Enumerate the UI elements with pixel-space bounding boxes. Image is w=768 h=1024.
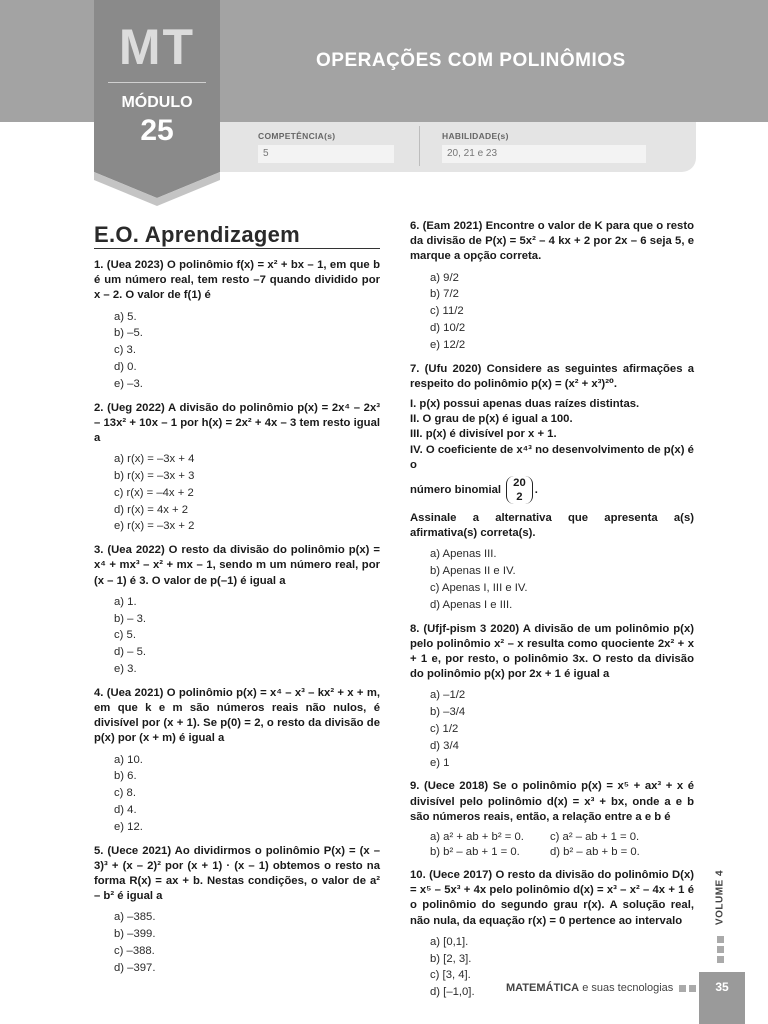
option-b[interactable]: b) r(x) = –3x + 3 xyxy=(114,470,195,482)
option-c[interactable]: c) [3, 4]. xyxy=(430,969,471,982)
question-2 xyxy=(94,401,380,536)
subject-name: MATEMÁTICA xyxy=(506,982,580,994)
options-grid xyxy=(410,830,694,860)
left-column xyxy=(94,258,380,985)
option-c[interactable]: c) Apenas I, III e IV. xyxy=(430,582,528,595)
habilidade-value: 20, 21 e 23 xyxy=(442,145,646,163)
option-a[interactable]: a) 1. xyxy=(114,595,137,608)
habilidade-label: HABILIDADE(s) xyxy=(442,131,509,141)
page-number: 35 xyxy=(715,980,729,994)
page-title: OPERAÇÕES COM POLINÔMIOS xyxy=(316,50,626,71)
volume-label: VOLUME 4 xyxy=(714,869,726,926)
option-c[interactable]: c) 5. xyxy=(114,629,136,642)
option-c[interactable]: c) 11/2 xyxy=(430,305,464,318)
option-a[interactable]: a) r(x) = –3x + 4 xyxy=(114,453,195,466)
option-a[interactable]: a) –1/2 xyxy=(430,689,466,702)
statement-4-cont xyxy=(410,473,694,507)
option-a[interactable]: a) 9/2 xyxy=(430,271,459,284)
module-number: 25 xyxy=(140,114,174,147)
option-d[interactable]: d) –397. xyxy=(114,961,156,974)
square-icon xyxy=(689,985,696,992)
square-icon xyxy=(679,985,686,992)
option-e[interactable]: e) 12. xyxy=(114,820,143,833)
option-b[interactable]: b) [2, 3]. xyxy=(430,952,472,965)
binomial-bottom: 2 xyxy=(516,491,523,504)
options-list xyxy=(94,309,380,393)
option-b[interactable]: b) 7/2 xyxy=(430,288,459,301)
section-title: E.O. Aprendizagem xyxy=(94,222,300,247)
subject-code: MT xyxy=(118,19,196,75)
option-e[interactable]: e) r(x) = –3x + 2 xyxy=(114,520,195,533)
statement-2: II. O grau de p(x) é igual a 100. xyxy=(410,413,573,426)
option-d[interactable]: d) 4. xyxy=(114,803,137,816)
options-list xyxy=(94,752,380,836)
option-c[interactable]: c) r(x) = –4x + 2 xyxy=(114,486,194,499)
square-icon xyxy=(717,956,724,963)
right-column xyxy=(410,219,694,1009)
option-a[interactable]: a) Apenas III. xyxy=(430,548,497,561)
module-tag xyxy=(94,0,220,206)
option-c[interactable]: c) 1/2 xyxy=(430,723,459,736)
option-b[interactable]: b) –5. xyxy=(114,327,143,340)
footer-subject xyxy=(506,982,706,994)
options-list xyxy=(94,451,380,535)
square-icon xyxy=(717,946,724,953)
option-d[interactable]: d) b² – ab + b = 0. xyxy=(550,846,640,859)
question-stem: 10. (Uece 2017) O resto da divisão do polinômio D(x) = x⁵ – 5x³ + 4x pelo polinômio d(x) = x³ – x² – 4x + 1 é o polinômio do segundo grau r(x). A solução real, não nula, da equação r(x) = 0 pertence ao intervalo xyxy=(410,869,694,927)
question-prompt: Assinale a alternativa que apresenta a(s) afirmativa(s) correta(s). xyxy=(410,512,694,540)
options-list xyxy=(94,594,380,678)
option-c[interactable]: c) a² – ab + 1 = 0. xyxy=(550,831,640,844)
question-stem: 6. (Eam 2021) Encontre o valor de K para que o resto da divisão de P(x) = 5x² – 4 kx + 2 por 2x – 6 seja 5, e marque a opção correta. xyxy=(410,220,694,263)
question-stem: 1. (Uea 2023) O polinômio f(x) = x² + bx – 1, em que b é um número real, tem resto –7 quando dividido por x – 2. O valor de f(1) é xyxy=(94,259,380,302)
option-d[interactable]: d) [–1,0]. xyxy=(430,986,475,999)
competencia-value: 5 xyxy=(258,145,394,163)
header-divider xyxy=(419,126,420,166)
options-list xyxy=(410,687,694,771)
option-a[interactable]: a) 10. xyxy=(114,753,143,766)
binomial-top: 20 xyxy=(513,477,526,490)
binomial-prefix: número binomial xyxy=(410,484,502,496)
option-a[interactable]: a) 5. xyxy=(114,310,137,323)
section-rule xyxy=(94,248,380,249)
options-list xyxy=(410,270,694,354)
option-b[interactable]: b) 6. xyxy=(114,770,137,783)
question-stem: 4. (Uea 2021) O polinômio p(x) = x⁴ – x³ – kx² + x + m, em que k e m são números reais não nulos, é divisível por (x + 1). Se p(0) = 2, o resto da divisão de p(x) por (x + m) é igual a xyxy=(94,686,380,745)
option-e[interactable]: e) 3. xyxy=(114,662,137,675)
option-c[interactable]: c) –388. xyxy=(114,944,155,957)
option-e[interactable]: e) 1 xyxy=(430,756,450,769)
option-e[interactable]: e) –3. xyxy=(114,377,143,390)
option-d[interactable]: d) 10/2 xyxy=(430,322,466,334)
option-d[interactable]: d) 0. xyxy=(114,361,137,373)
option-d[interactable]: d) 3/4 xyxy=(430,739,459,752)
competencia-label: COMPETÊNCIA(s) xyxy=(258,131,336,141)
option-a[interactable]: a) –385. xyxy=(114,911,156,924)
question-9 xyxy=(410,779,694,860)
square-icon xyxy=(717,936,724,943)
option-c[interactable]: c) 3. xyxy=(114,344,136,357)
option-b[interactable]: b) –3/4 xyxy=(430,706,466,719)
question-stem: 2. (Ueg 2022) A divisão do polinômio p(x) = 2x⁴ – 2x³ – 13x² + 10x – 1 por h(x) = 2x² + 4x – 3 tem resto igual a xyxy=(94,401,380,444)
options-list xyxy=(94,909,380,976)
question-4 xyxy=(94,686,380,836)
question-1 xyxy=(94,258,380,393)
binomial-suffix: . xyxy=(534,484,538,496)
option-d[interactable]: d) r(x) = 4x + 2 xyxy=(114,503,189,516)
statement-4: IV. O coeficiente de x⁴³ no desenvolvimento de p(x) é o xyxy=(410,443,694,471)
statement-1: I. p(x) possui apenas duas raízes distintas. xyxy=(410,398,640,410)
option-b[interactable]: b) – 3. xyxy=(114,612,147,625)
question-stem: 8. (Ufjf-pism 3 2020) A divisão de um polinômio p(x) pelo polinômio x² – x resulta como quociente 2x² + x + 1 e, por resto, o polinômio 3x. O resto da divisão do polinômio p(x) por 2x + 1 é igual a xyxy=(410,622,694,681)
option-d[interactable]: d) Apenas I e III. xyxy=(430,598,513,611)
option-e[interactable]: e) 12/2 xyxy=(430,338,466,351)
option-b[interactable]: b) –399. xyxy=(114,928,156,941)
question-3 xyxy=(94,543,380,678)
question-stem: 7. (Ufu 2020) Considere as seguintes afirmações a respeito do polinômio p(x) = (x² + x³)²⁰. xyxy=(410,362,694,390)
tag-divider xyxy=(108,82,206,83)
option-d[interactable]: d) – 5. xyxy=(114,646,147,659)
option-a[interactable]: a) [0,1]. xyxy=(430,935,469,948)
volume-marker xyxy=(714,870,728,930)
question-stem: 3. (Uea 2022) O resto da divisão do polinômio p(x) = x⁴ + mx³ – x² + mx – 1, sendo m um número real, por (x – 1) é 3. O valor de p(–1) é igual a xyxy=(94,544,380,587)
subject-suffix: e suas tecnologias xyxy=(582,982,674,994)
option-c[interactable]: c) 8. xyxy=(114,787,136,800)
question-7 xyxy=(410,362,694,614)
option-b[interactable]: b) b² – ab + 1 = 0. xyxy=(430,846,520,859)
question-8 xyxy=(410,622,694,772)
question-6 xyxy=(410,219,694,354)
module-label: MÓDULO xyxy=(121,94,193,111)
binomial-coefficient xyxy=(506,476,533,504)
question-stem: 9. (Uece 2018) Se o polinômio p(x) = x⁵ + ax³ + x é divisível pelo polinômio d(x) = x³ + bx, onde a e b são números reais, então, a relação entre a e b é xyxy=(410,780,694,823)
question-stem: 5. (Uece 2021) Ao dividirmos o polinômio P(x) = (x – 3)³ + (x – 2)² por (x + 1) · (x – 1) obtemos o resto na forma R(x) = ax + b. Nestas condições, o valor de a² – b² é igual a xyxy=(94,844,380,903)
question-5 xyxy=(94,844,380,977)
options-list xyxy=(410,546,694,613)
option-a[interactable]: a) a² + ab + b² = 0. xyxy=(430,831,524,844)
option-b[interactable]: b) Apenas II e IV. xyxy=(430,565,516,578)
statement-3: III. p(x) é divisível por x + 1. xyxy=(410,428,557,441)
